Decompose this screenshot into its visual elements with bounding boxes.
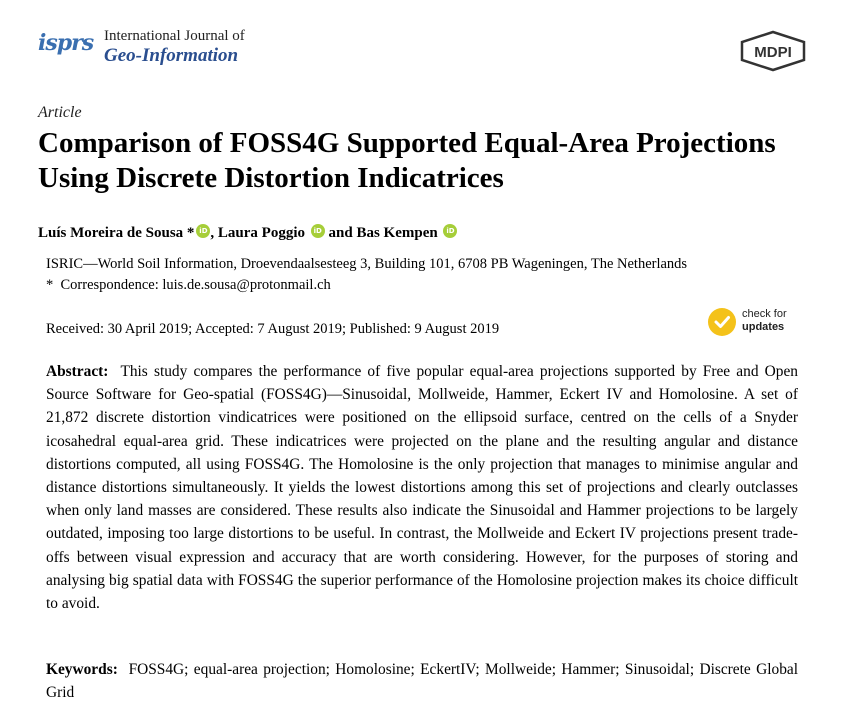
author-separator: , [210,225,218,241]
article-type: Article [38,104,82,121]
abstract [46,360,798,615]
journal-title [104,26,245,66]
check-updates-line1: check for [742,308,787,320]
correspondence-marker: * [46,277,54,293]
author-separator: and [324,225,357,241]
journal-title-line2: Geo-Information [104,45,239,66]
abstract-text: This study compares the performance of five popular equal-area projections supported by Free and Open Source Software for Geo-spatial (FOSS4G)—Sinusoidal, Mollweide, Hammer, Eckert IV and Homolosine. A set of 21,872 discrete distortion vindicatrices were positioned on the ellipsoid surface, centred on the cells of a Snyder icosahedral equal-area grid. These indicatrices were projected on the plane and the resulting angular and distance distortions computed, all using FOSS4G. The Homolosine is the only projection that manages to minimise angular and distance distortions simultaneously. It yields the lowest distortions among this set of projections and clearly outclasses when only land masses are considered. These results also indicate the Sinusoidal and Hammer projections to be largely outdated, imposing too large distortions to be useful. In contrast, the Mollweide and Eckert IV projections present trade-offs between visual expression and accuracy that are worth considering. However, for the purposes of storing and analysing big spatial data with FOSS4G the superior performance of the Homolosine projection makes its choice difficult to avoid. [46,363,799,613]
author-name: Bas Kempen [356,225,438,241]
publication-dates: Received: 30 April 2019; Accepted: 7 August 2019; Published: 9 August 2019 [46,321,500,337]
author-name: Luís Moreira de Sousa * [38,225,195,241]
orcid-icon[interactable]: iD [443,224,457,238]
checkmark-icon [708,308,736,336]
check-updates-line2: updates [742,321,785,333]
author-list [38,224,457,242]
isprs-logo: isprs [38,30,94,56]
paper-title: Comparison of FOSS4G Supported Equal-Area Projections Using Discrete Distortion Indicatrices [38,127,776,194]
keywords [46,658,798,704]
mdpi-logo-text: MDPI [754,44,792,61]
orcid-icon[interactable]: iD [311,224,325,238]
keywords-label: Keywords: [46,661,118,678]
correspondence-email[interactable]: Correspondence: luis.de.sousa@protonmail.ch [60,277,331,293]
affiliation: ISRIC—World Soil Information, Droevendaalsesteeg 3, Building 101, 6708 PB Wageningen, The Netherlands [46,256,688,272]
check-for-updates-badge[interactable] [708,306,808,340]
journal-title-line1: International Journal of [104,28,245,44]
keywords-text: FOSS4G; equal-area projection; Homolosine; EckertIV; Mollweide; Hammer; Sinusoidal; Discrete Global Grid [46,661,798,702]
orcid-icon[interactable]: iD [196,224,210,238]
author-name: Laura Poggio [217,225,305,241]
check-updates-label [742,308,787,334]
correspondence [46,277,331,294]
abstract-label: Abstract: [46,363,109,380]
mdpi-logo [738,30,808,72]
journal-header [38,24,808,74]
